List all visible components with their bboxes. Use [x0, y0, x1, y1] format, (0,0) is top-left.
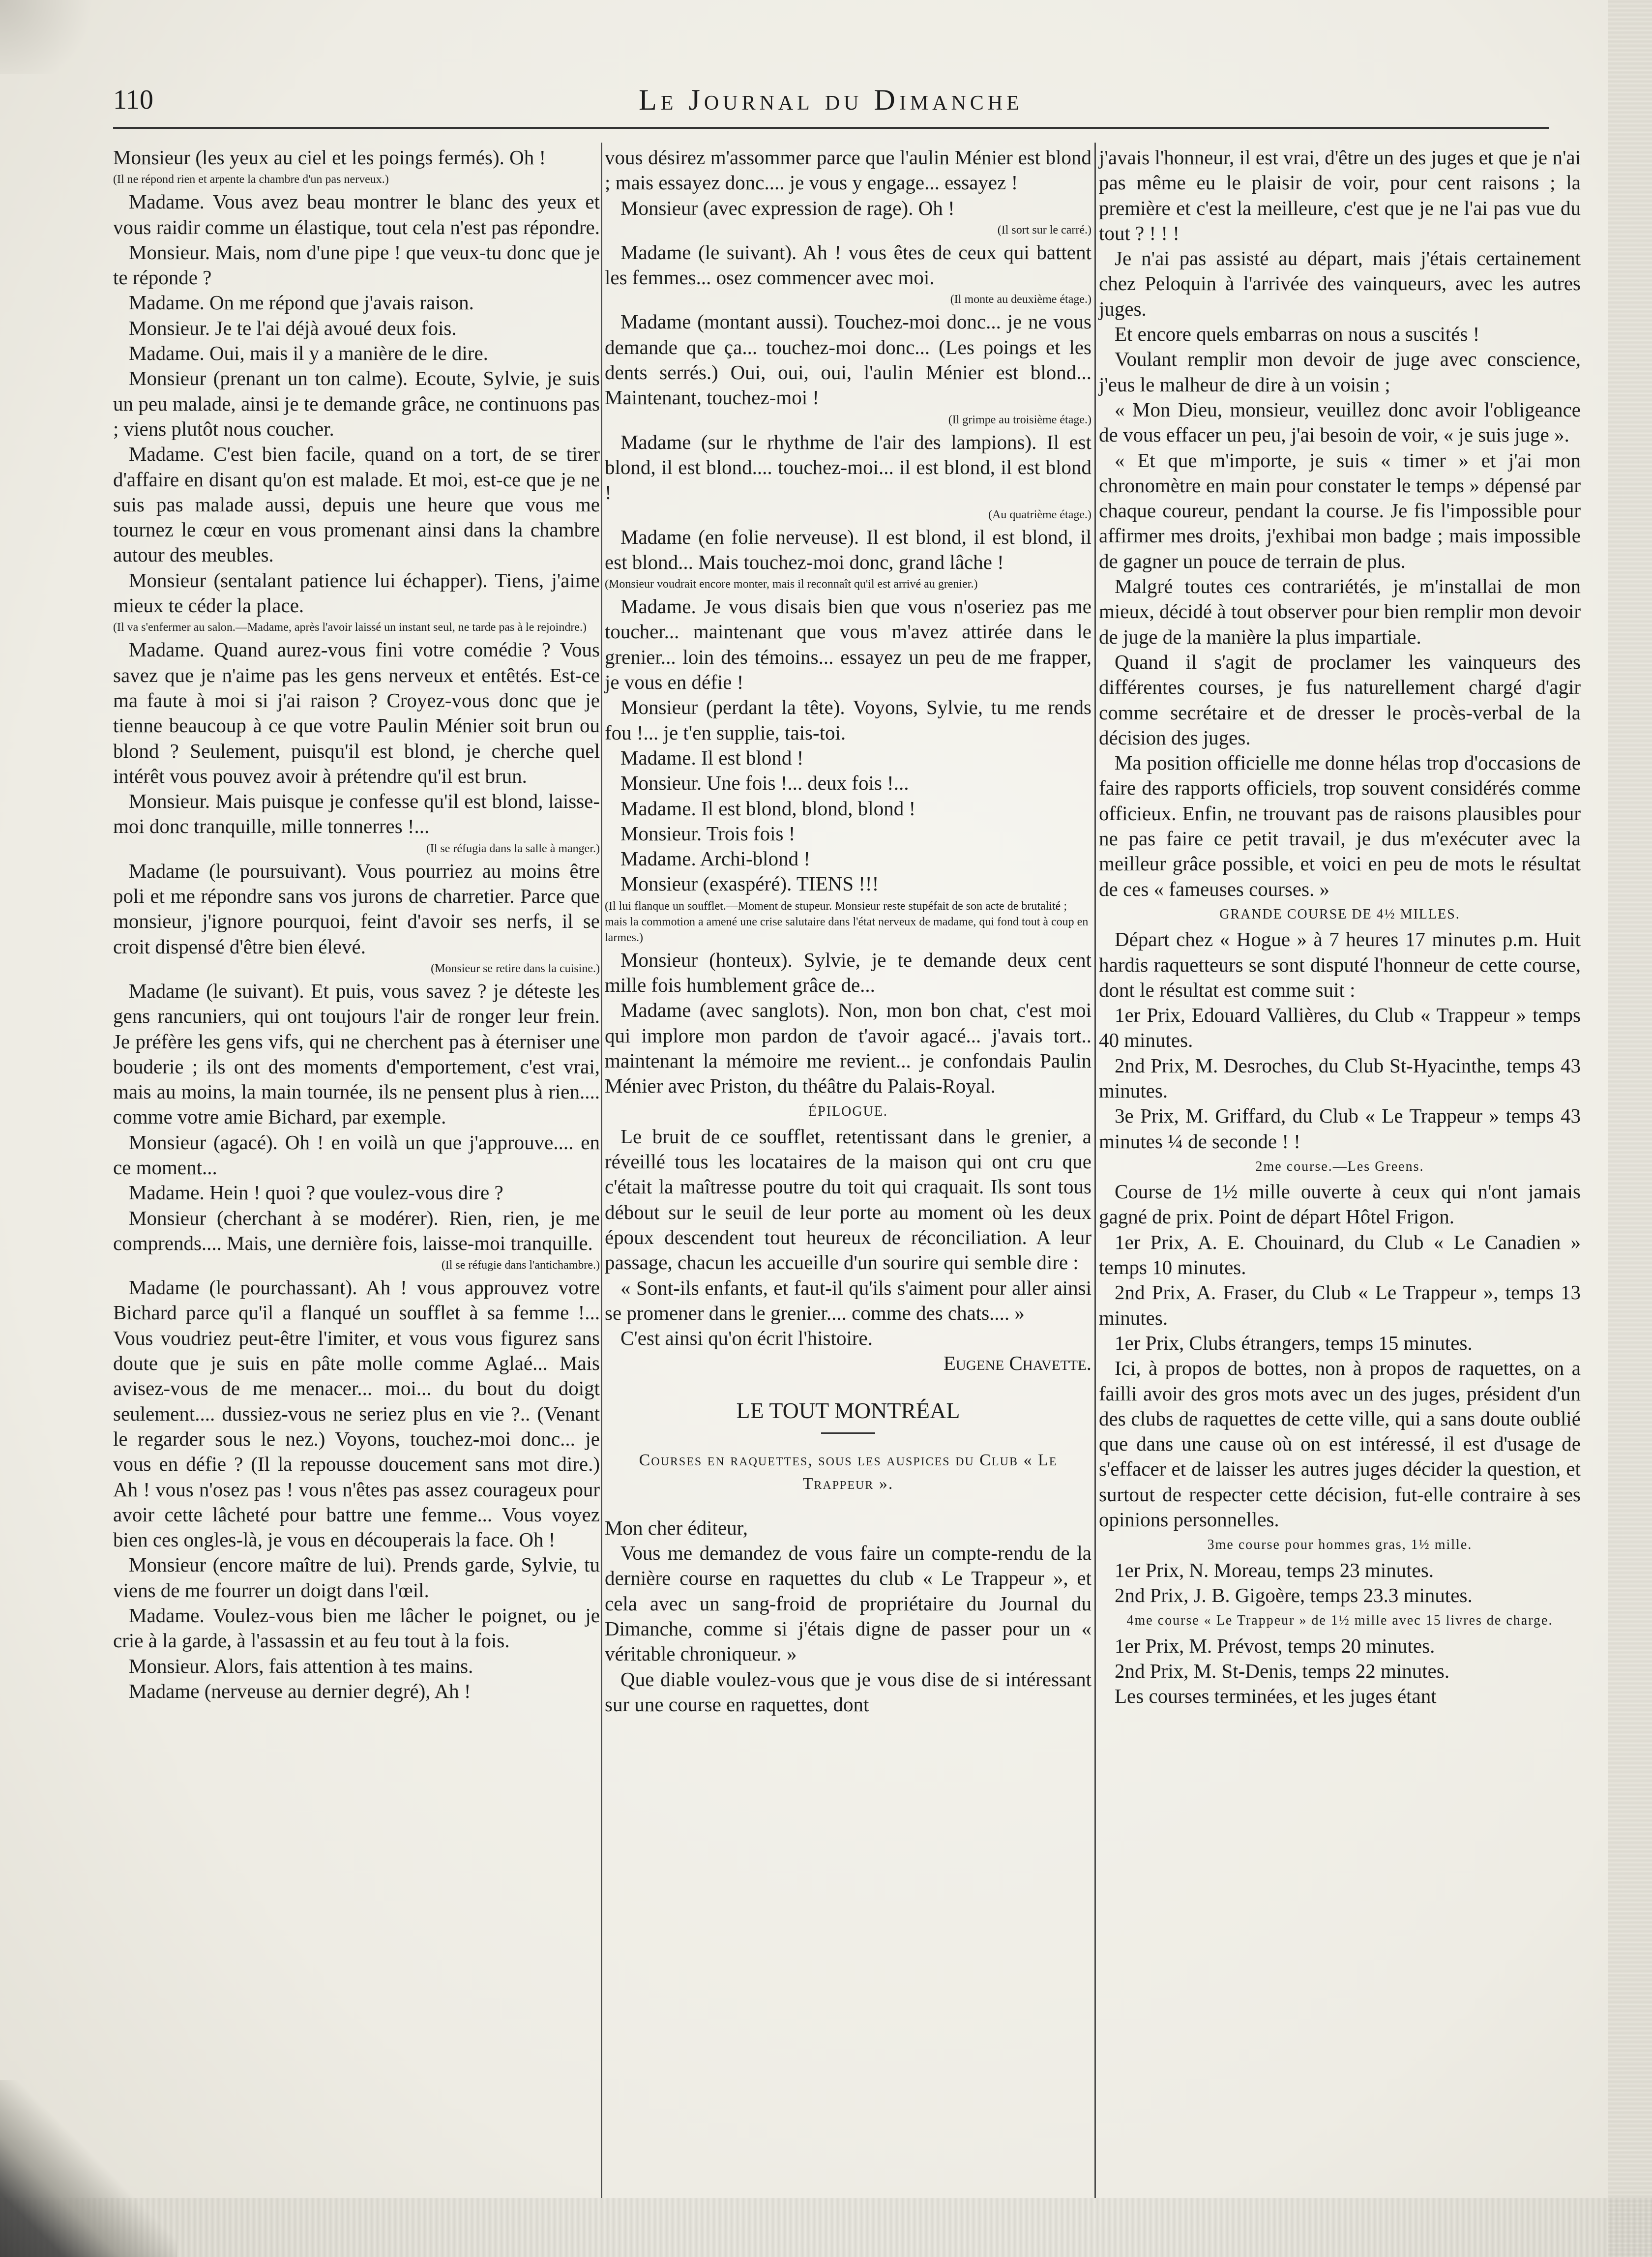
stage-direction: (Il grimpe au troisième étage.) — [948, 413, 1092, 426]
race-result: 2nd Prix, J. B. Gigoère, temps 23.3 minutes. — [1115, 1583, 1473, 1606]
stage-direction: (Il va s'enfermer au salon.—Madame, après l'avoir laissé un instant seul, ne tarde pas à le rejoindre.) — [113, 621, 587, 634]
paragraph: Monsieur (prenant un ton calme). Ecoute, Sylvie, je suis un peu malade, ainsi je te demande grâce, ne continuons pas ; viens plutôt nous coucher. — [113, 367, 600, 440]
paragraph: Madame. Oui, mais il y a manière de le dire. — [129, 342, 488, 365]
race-heading: 2me course.—Les Greens. — [1255, 1158, 1424, 1174]
race-result: 1er Prix, Clubs étrangers, temps 15 minutes. — [1115, 1331, 1473, 1354]
paragraph: vous désirez m'assommer parce que l'aulin Ménier est blond ; mais essayez donc.... je vous y engage... essayez ! — [605, 146, 1092, 194]
paragraph: C'est ainsi qu'on écrit l'histoire. — [620, 1327, 873, 1350]
paragraph: Que diable voulez-vous que je vous dise de si intéressant sur une course en raquettes, dont — [605, 1667, 1092, 1716]
masthead-rule — [113, 127, 1549, 129]
paragraph: Monsieur (les yeux au ciel et les poings fermés). Oh ! — [113, 146, 546, 169]
page-number: 110 — [113, 85, 153, 115]
paragraph: Monsieur. Je te l'ai déjà avoué deux fois. — [129, 316, 457, 339]
stage-direction: (Il ne répond rien et arpente la chambre d'un pas nerveux.) — [113, 173, 389, 186]
paragraph: « Et que m'importe, je suis « timer » et j'ai mon chronomètre en main pour constater le temps » dépensé par chaque coureur, pendant la course. Je fis l'impossible pour affirmer mes droits, j'exhibai mon badge ; mais impossible de gagner un pouce de terrain de plus. — [1099, 448, 1581, 572]
race-result: 2nd Prix, M. Desroches, du Club St-Hyacinthe, temps 43 minutes. — [1099, 1054, 1581, 1102]
stage-direction: (Il monte au deuxième étage.) — [950, 293, 1092, 306]
masthead — [113, 83, 1549, 122]
paragraph: Madame. Hein ! quoi ? que voulez-vous dire ? — [129, 1181, 503, 1204]
paragraph: Madame. Je vous disais bien que vous n'oseriez pas me toucher... maintenant que vous m'avez attirée dans le grenier... loin des témoins... essayez un peu de me frapper, je vous en défie ! — [605, 595, 1092, 694]
paragraph: Les courses terminées, et les juges étant — [1115, 1685, 1437, 1708]
column-rule — [1094, 143, 1096, 2198]
race-heading: 4me course « Le Trappeur » de 1½ mille avec 15 livres de charge. — [1126, 1613, 1553, 1629]
paragraph: Monsieur. Mais, nom d'une pipe ! que veux-tu donc que je te réponde ? — [113, 240, 600, 289]
race-result: 1er Prix, Edouard Vallières, du Club « Trappeur » temps 40 minutes. — [1099, 1004, 1581, 1052]
paragraph: Madame. C'est bien facile, quand on a tort, de se tirer d'affaire en disant qu'on est malade. Et moi, est-ce que je ne suis pas malade aussi, depuis une heure que vous me tournez le cœur en vous promenant ainsi dans la chambre autour des meubles. — [113, 443, 600, 566]
paragraph: Madame (le pourchassant). Ah ! vous approuvez votre Bichard parce qu'il a flanqué un soufflet à sa femme !... Vous voudriez peut-être l'imiter, et vous vous figurez sans doute que je suis en pâte molle comme Aglaé... Mais avisez-vous de me menacer... moi... du bout du doigt seulement.... dussiez-vous ne seriez plus en vie ?.. (Venant le regarder sous le nez.) Voyons, touchez-moi donc... je vous en défie ? (Il la repousse doucement sans mot dire.) Ah ! vous n'osez pas ! vous n'êtes pas assez courageux pour avoir cette lâcheté pour battre une femme... Vous voyez bien ces ongles-là, je vous en découperais la face. Oh ! — [113, 1276, 600, 1551]
paragraph: Madame. Vous avez beau montrer le blanc des yeux et vous raidir comme un élastique, tout cela n'est pas répondre. — [113, 190, 600, 238]
stage-direction: (Monsieur voudrait encore monter, mais il reconnaît qu'il est arrivé au grenier.) — [605, 578, 978, 591]
stage-direction: (Au quatrième étage.) — [988, 508, 1092, 521]
paragraph: Madame (en folie nerveuse). Il est blond, il est blond, il est blond... Mais touchez-moi donc, grand lâche ! — [605, 525, 1092, 573]
paragraph: Monsieur (agacé). Oh ! en voilà un que j'approuve.... en ce moment... — [113, 1130, 600, 1179]
paragraph: Madame (le suivant). Ah ! vous êtes de ceux qui battent les femmes... osez commencer avec moi. — [605, 240, 1092, 289]
paragraph: Vous me demandez de vous faire un compte-rendu de la dernière course en raquettes du club « Le Trappeur », et cela avec un sang-froid de propriétaire du Journal du Dimanche, comme si j'étais digne de passer pour un « véritable chroniqueur. » — [605, 1542, 1092, 1665]
paragraph: Monsieur (avec expression de rage). Oh ! — [620, 196, 955, 219]
paragraph: Madame. Quand aurez-vous fini votre comédie ? Vous savez que je n'aime pas les gens nerveux et entêtés. Est-ce ma faute à moi si j'ai raison ? Croyez-vous donc que je tienne beaucoup à ce que votre Paulin Ménier soit brun ou blond ? Seulement, puisqu'il est blond, je cherche quel intérêt vous pouvez avoir à prétendre qu'il est brun. — [113, 638, 600, 787]
paragraph: Monsieur. Une fois !... deux fois !... — [620, 772, 909, 795]
column-2 — [605, 145, 1092, 1717]
stage-direction: (Il lui flanque un soufflet.—Moment de stupeur. Monsieur reste stupéfait de son acte de brutalité ; mais la commotion a amené une crise salutaire dans l'état nerveux de madame, qui fond tout à coup en larmes.) — [605, 899, 1089, 944]
race-result: 1er Prix, M. Prévost, temps 20 minutes. — [1115, 1634, 1435, 1657]
race-heading: 3me course pour hommes gras, 1½ mille. — [1207, 1537, 1473, 1553]
journal-title: Le Journal du Dimanche — [639, 84, 1023, 116]
paragraph: Madame. Archi-blond ! — [620, 847, 810, 870]
race-result: 1er Prix, A. E. Chouinard, du Club « Le Canadien » temps 10 minutes. — [1099, 1230, 1581, 1279]
paragraph: Madame. On me répond que j'avais raison. — [129, 291, 474, 314]
race-result: 2nd Prix, A. Fraser, du Club « Le Trappeur », temps 13 minutes. — [1099, 1281, 1581, 1329]
paragraph: Je n'ai pas assisté au départ, mais j'étais certainement chez Peloquin à l'arrivée des vainqueurs, avec les autres juges. — [1099, 247, 1581, 320]
scan-stain-top-left — [0, 0, 98, 74]
column-3 — [1099, 145, 1581, 1709]
paragraph: Madame (nerveuse au dernier degré), Ah ! — [129, 1679, 471, 1702]
paragraph: Quand il s'agit de proclamer les vainqueurs des différentes courses, je fus naturellement chargé d'agir comme secrétaire et de dresser le procès-verbal de la décision des juges. — [1099, 650, 1581, 749]
section-subtitle: Courses en raquettes, sous les auspices du Club « Le Trappeur ». — [639, 1451, 1058, 1493]
author-signature: Eugene Chavette. — [943, 1352, 1092, 1375]
paragraph: Malgré toutes ces contrariétés, je m'installai de mon mieux, décidé à tout observer pour bien remplir mon devoir de juge de la manière la plus impartiale. — [1099, 575, 1581, 648]
scan-stain-right-edge — [1608, 0, 1652, 2257]
section-title: LE TOUT MONTRÉAL — [736, 1397, 960, 1423]
column-1 — [113, 145, 600, 1704]
paragraph: Monsieur. Alors, fais attention à tes mains. — [129, 1654, 473, 1677]
section-divider — [821, 1432, 875, 1434]
paragraph: Voulant remplir mon devoir de juge avec conscience, j'eus le malheur de dire à un voisin ; — [1099, 348, 1581, 396]
paragraph: Course de 1½ mille ouverte à ceux qui n'ont jamais gagné de prix. Point de départ Hôtel Frigon. — [1099, 1180, 1581, 1228]
race-result: 1er Prix, N. Moreau, temps 23 minutes. — [1115, 1558, 1434, 1581]
paragraph: Et encore quels embarras on nous a suscités ! — [1115, 323, 1480, 346]
paragraph: Monsieur (sentalant patience lui échapper). Tiens, j'aime mieux te céder la place. — [113, 568, 600, 617]
paragraph: Madame (le suivant). Et puis, vous savez ? je déteste les gens rancuniers, qui ont toujours l'air de ronger leur frein. Je préfère les gens vifs, qui ne cherchent pas à éterniser une bouderie ; ils ont des moments d'emportement, c'est vrai, mais au moins, la main tournée, ils ne pensent plus à rien.... comme votre amie Bichard, par exemple. — [113, 979, 600, 1128]
stage-direction: (Il sort sur le carré.) — [997, 223, 1092, 237]
paragraph: Monsieur (cherchant à se modérer). Rien, rien, je me comprends.... Mais, une dernière fois, laisse-moi tranquille. — [113, 1206, 600, 1254]
paragraph: Madame (avec sanglots). Non, mon bon chat, c'est moi qui implore mon pardon de t'avoir agacé... j'avais tort.. maintenant la mémoire me revient... je confondais Paulin Ménier avec Priston, du théâtre du Palais-Royal. — [605, 999, 1092, 1098]
paragraph: Monsieur (perdant la tête). Voyons, Sylvie, tu me rends fou !... je t'en supplie, tais-toi. — [605, 696, 1092, 744]
paragraph: Ici, à propos de bottes, non à propos de raquettes, on a failli avoir des gros mots avec un des juges, président d'un des clubs de raquettes de cette ville, qui a sans doute oublié que dans une cause où on est intéressé, il est d'usage de s'effacer et de laisser les autres juges décider la question, et surtout de respecter cette décision, fut-elle contraire à ses opinions personnelles. — [1099, 1357, 1581, 1531]
paragraph: « Sont-ils enfants, et faut-il qu'ils s'aiment pour aller ainsi se promener dans le grenier.... comme des chats.... » — [605, 1276, 1092, 1324]
epilogue-heading: ÉPILOGUE. — [808, 1103, 888, 1119]
paragraph: Madame. Il est blond, blond, blond ! — [620, 797, 916, 820]
torn-corner — [0, 2080, 177, 2257]
paragraph: Madame (le poursuivant). Vous pourriez au moins être poli et me répondre sans vos jurons de charretier. Parce que monsieur, j'ignore pourquoi, feint d'avoir ses nerfs, il se croit dispensé d'être bien élevé. — [113, 859, 600, 958]
paragraph: Monsieur (encore maître de lui). Prends garde, Sylvie, tu viens de me fourrer un doigt dans l'œil. — [113, 1553, 600, 1602]
column-rule — [601, 143, 602, 2198]
paragraph: Monsieur (exaspéré). TIENS !!! — [620, 872, 879, 895]
paragraph: Madame. Voulez-vous bien me lâcher le poignet, ou je crie à la garde, à l'assassin et au feu tout à la fois. — [113, 1604, 600, 1652]
paragraph: Départ chez « Hogue » à 7 heures 17 minutes p.m. Huit hardis raquetteurs se sont disputé l'honneur de cette course, dont le résultat est comme suit : — [1099, 928, 1581, 1001]
paragraph: j'avais l'honneur, il est vrai, d'être un des juges et que je n'ai pas même eu le plaisir de voir, pour cent raisons ; la première et c'est la meilleure, c'est que je ne l'ai pas vue du tout ? ! ! ! — [1099, 146, 1581, 244]
paragraph: Le bruit de ce soufflet, retentissant dans le grenier, a réveillé tous les locataires de la maison qui ont cru que c'était la maîtresse poutre du toit qui craquait. Ils sont tous débout sur le seuil de leur porte au moment où les deux époux descendent tout heureux de réconciliation. A leur passage, chacun les accueille d'un sourire qui semble dire : — [605, 1125, 1092, 1274]
salutation: Mon cher éditeur, — [605, 1516, 748, 1539]
stage-direction: (Il se réfugie dans l'antichambre.) — [441, 1259, 600, 1272]
paragraph: Ma position officielle me donne hélas trop d'occasions de faire des rapports officiels, trop souvent considérés comme officieux. Enfin, ne trouvant pas de raisons plausibles pour ne pas faire ce petit travail, je dus m'exécuter avec la meilleur grâce possible, et voici en peu de mots le résultat de ces « fameuses courses. » — [1099, 751, 1581, 900]
race-heading: GRANDE COURSE DE 4½ MILLES. — [1219, 906, 1460, 922]
race-result: 2nd Prix, M. St-Denis, temps 22 minutes. — [1115, 1659, 1450, 1682]
paragraph: Monsieur (honteux). Sylvie, je te demande deux cent mille fois humblement grâce de... — [605, 948, 1092, 997]
paragraph: Madame (montant aussi). Touchez-moi donc... je ne vous demande que ça... touchez-moi donc... (Les poings et les dents serrés.) Oui, oui, oui, l'aulin Ménier est blond... Maintenant, touchez-moi ! — [605, 310, 1092, 409]
scan-noise-bottom — [0, 2198, 1652, 2257]
paragraph: Madame. Il est blond ! — [620, 746, 804, 769]
race-result: 3e Prix, M. Griffard, du Club « Le Trappeur » temps 43 minutes ¼ de seconde ! ! — [1099, 1104, 1581, 1153]
paragraph: Monsieur. Mais puisque je confesse qu'il est blond, laisse-moi donc tranquille, mille tonnerres !... — [113, 790, 600, 838]
stage-direction: (Il se réfugia dans la salle à manger.) — [426, 842, 600, 855]
stage-direction: (Monsieur se retire dans la cuisine.) — [431, 962, 600, 975]
paragraph: « Mon Dieu, monsieur, veuillez donc avoir l'obligeance de vous effacer un peu, j'ai besoin de voir, « je suis juge ». — [1099, 398, 1581, 446]
paragraph: Monsieur. Trois fois ! — [620, 822, 796, 845]
paragraph: Madame (sur le rhythme de l'air des lampions). Il est blond, il est blond.... touchez-moi... il est blond, il est blond ! — [605, 430, 1092, 504]
